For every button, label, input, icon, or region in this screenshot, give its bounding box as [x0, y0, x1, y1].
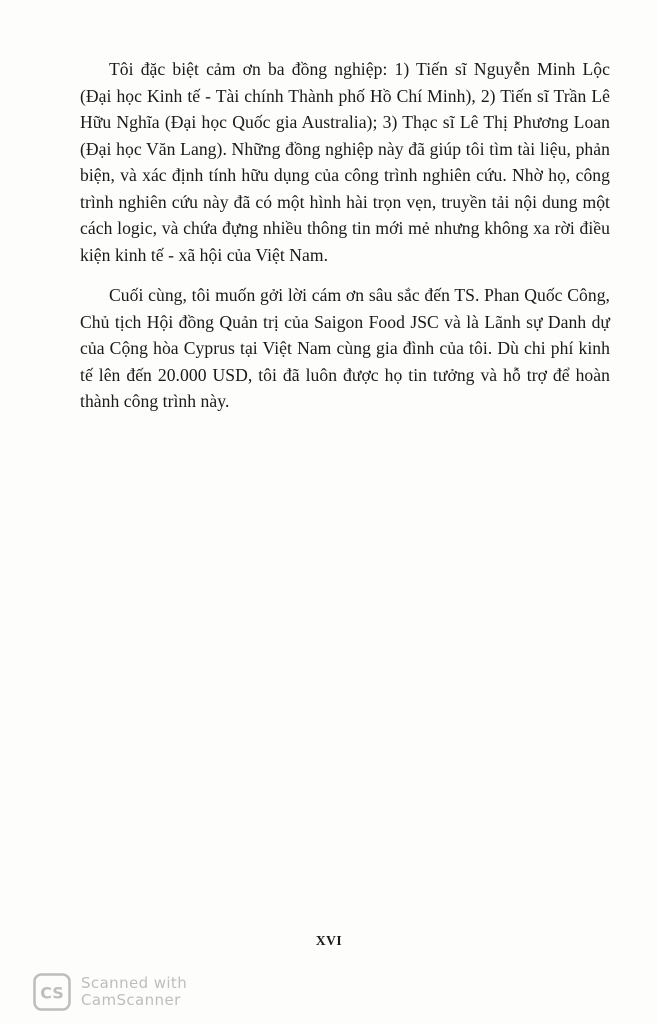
page-number: XVI	[315, 933, 343, 948]
camscanner-logo-icon	[33, 973, 71, 1011]
watermark-line-1: Scanned with	[81, 974, 188, 992]
page-body	[80, 56, 610, 415]
watermark-text	[81, 975, 187, 1009]
paragraph-acknowledgement-colleagues: Tôi đặc biệt cảm ơn ba đồng nghiệp: 1) Tiến sĩ Nguyễn Minh Lộc (Đại học Kinh tế - Tài chính Thành phố Hồ Chí Minh), 2) Tiến sĩ Trần Lê Hữu Nghĩa (Đại học Quốc gia Australia); 3) Thạc sĩ Lê Thị Phương Loan (Đại học Văn Lang). Những đồng nghiệp này đã giúp tôi tìm tài liệu, phản biện, và xác định tính hữu dụng của công trình nghiên cứu. Nhờ họ, công trình nghiên cứu này đã có một hình hài trọn vẹn, truyền tải nội dung một cách logic, và chứa đựng nhiều thông tin mới mẻ nhưng không xa rời điều kiện kinh tế - xã hội của Việt Nam.	[80, 59, 610, 265]
paragraph-acknowledgement-sponsor: Cuối cùng, tôi muốn gởi lời cám ơn sâu sắc đến TS. Phan Quốc Công, Chủ tịch Hội đồng Quản trị của Saigon Food JSC và là Lãnh sự Danh dự của Cộng hòa Cyprus tại Việt Nam cùng gia đình của tôi. Dù chi phí kinh tế lên đến 20.000 USD, tôi đã luôn được họ tin tưởng và hỗ trợ để hoàn thành công trình này.	[80, 285, 610, 411]
camscanner-watermark	[33, 972, 187, 1012]
camscanner-logo-text: CS	[40, 983, 64, 1003]
watermark-line-2: CamScanner	[81, 991, 181, 1009]
